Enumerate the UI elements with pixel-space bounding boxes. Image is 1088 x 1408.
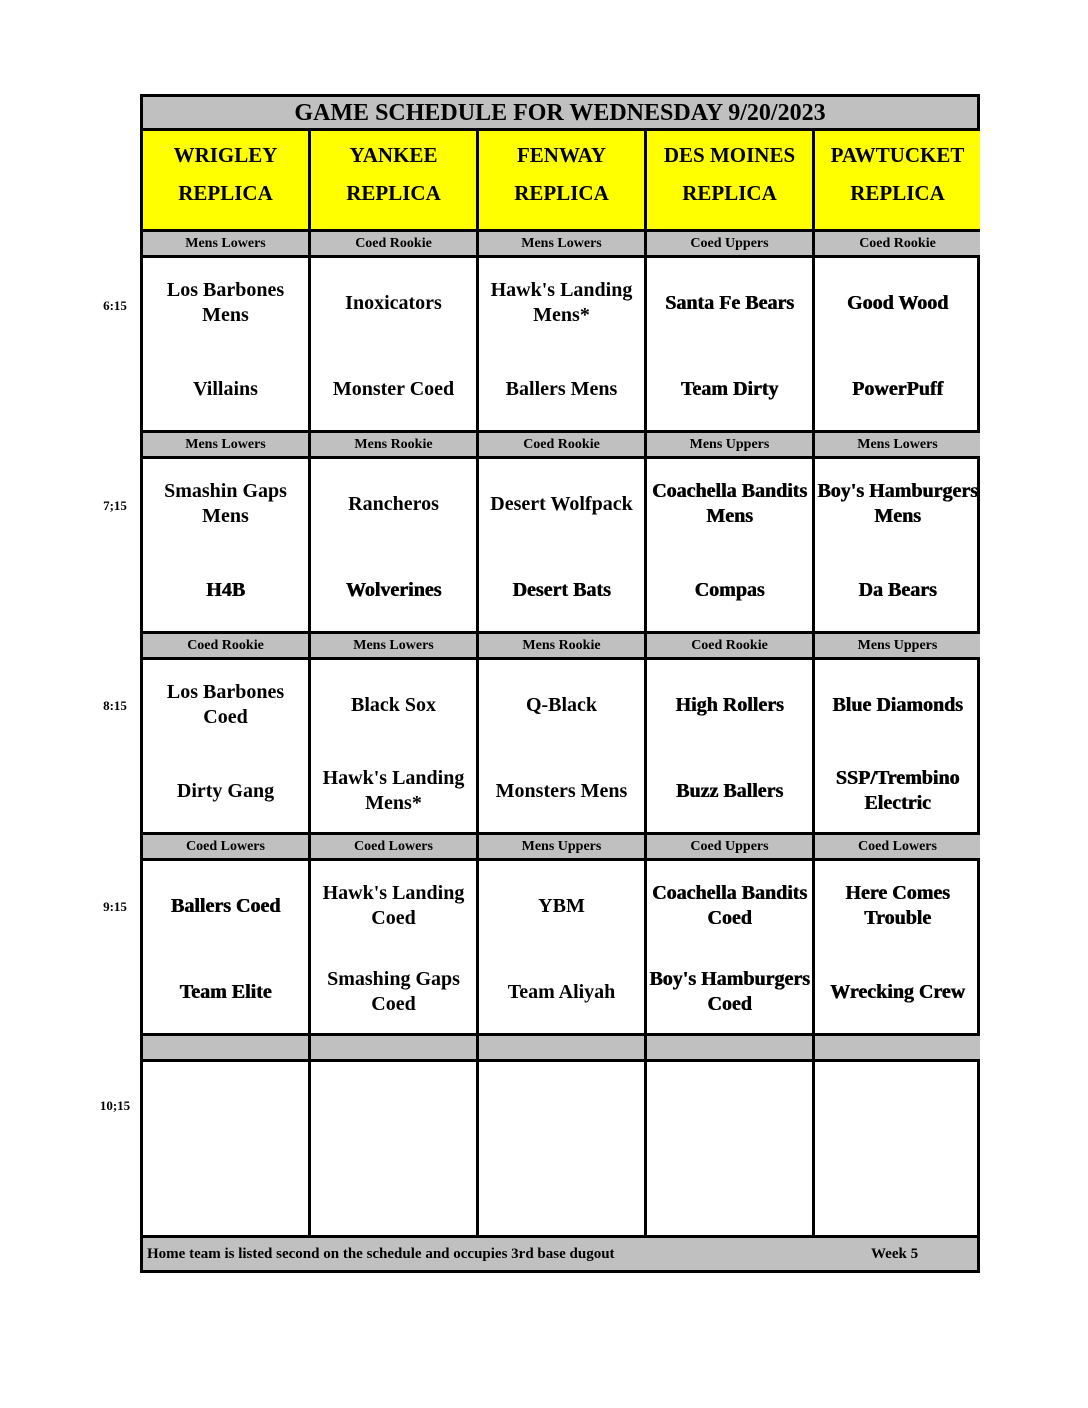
division-label: Mens Rookie — [479, 634, 644, 660]
row-divider — [311, 832, 476, 835]
field-name: FENWAY — [516, 143, 607, 167]
field-column — [479, 131, 647, 1235]
division-label — [479, 1036, 644, 1062]
time-slot-label: 10;15 — [99, 1098, 131, 1113]
away-team: Coachella Bandits Coed — [651, 882, 808, 929]
division-label: Mens Lowers — [479, 232, 644, 258]
field-column — [647, 131, 815, 1235]
time-slot-label: 7;15 — [103, 498, 127, 513]
division-label: Coed Rookie — [647, 634, 812, 660]
division-label: Mens Uppers — [647, 433, 812, 459]
row-divider — [143, 1033, 308, 1036]
row-divider — [647, 832, 812, 835]
field-name: DES MOINES — [663, 143, 796, 167]
away-team: Inoxicators — [345, 291, 442, 314]
division-label: Coed Rookie — [311, 232, 476, 258]
home-team: Monsters Mens — [495, 779, 628, 802]
home-team: Team Dirty — [680, 377, 779, 400]
home-team: H4B — [206, 578, 245, 601]
home-team: Monster Coed — [332, 377, 455, 400]
home-team: Ballers Mens — [505, 377, 618, 400]
row-divider — [311, 631, 476, 634]
week-label: Week 5 — [871, 1246, 919, 1262]
away-team — [481, 1064, 642, 1150]
home-team: Dirty Gang — [176, 779, 275, 802]
division-label: Coed Rookie — [479, 433, 644, 459]
field-name: YANKEE — [349, 143, 438, 167]
home-team: Compas — [694, 578, 765, 601]
row-divider — [311, 1033, 476, 1036]
division-label: Coed Rookie — [815, 232, 980, 258]
away-team: Boy's Hamburgers Mens — [817, 480, 978, 527]
home-team: Team Aliyah — [507, 980, 616, 1003]
home-team: Buzz Ballers — [675, 779, 784, 802]
field-column — [815, 131, 980, 1235]
away-team: Q-Black — [525, 693, 598, 716]
division-label: Mens Rookie — [311, 433, 476, 459]
time-slot-label: 9:15 — [103, 899, 127, 914]
division-label: Coed Lowers — [143, 835, 308, 861]
home-team: Boy's Hamburgers Coed — [649, 968, 810, 1015]
home-team: Villains — [193, 377, 258, 400]
row-divider — [479, 832, 644, 835]
division-label — [647, 1036, 812, 1062]
field-type: REPLICA — [850, 181, 945, 205]
row-divider — [143, 430, 308, 433]
row-divider — [815, 1033, 980, 1036]
away-team: Good Wood — [846, 291, 949, 314]
division-label — [311, 1036, 476, 1062]
schedule-title: GAME SCHEDULE FOR WEDNESDAY 9/20/2023 — [143, 97, 977, 131]
home-team — [817, 1150, 978, 1236]
field-type: REPLICA — [682, 181, 777, 205]
row-divider — [479, 1033, 644, 1036]
row-divider — [479, 430, 644, 433]
field-type: REPLICA — [346, 181, 441, 205]
away-team: Los Barbones Mens — [166, 279, 285, 326]
home-team: Wrecking Crew — [830, 980, 965, 1003]
away-team: Hawk's Landing Mens* — [490, 279, 633, 326]
home-team — [313, 1150, 474, 1236]
away-team: Desert Wolfpack — [490, 492, 633, 515]
away-team: Blue Diamonds — [832, 693, 963, 716]
home-team — [481, 1150, 642, 1236]
home-team: PowerPuff — [851, 377, 944, 400]
home-team: Smashing Gaps Coed — [327, 968, 460, 1015]
row-divider — [143, 631, 308, 634]
schedule-sheet — [140, 94, 980, 1273]
away-team: Here Comes Trouble — [845, 882, 950, 929]
home-team: Desert Bats — [512, 578, 611, 601]
home-team: Team Elite — [179, 980, 272, 1003]
row-divider — [815, 832, 980, 835]
footer-bar — [143, 1235, 977, 1270]
field-column — [143, 131, 311, 1235]
away-team: Hawk's Landing Coed — [322, 882, 465, 929]
field-name: WRIGLEY — [173, 143, 278, 167]
away-team: Los Barbones Coed — [166, 681, 285, 728]
field-type: REPLICA — [514, 181, 609, 205]
field-header — [479, 131, 644, 232]
away-team: High Rollers — [675, 693, 784, 716]
footer-note: Home team is listed second on the schedule and occupies 3rd base dugout — [147, 1246, 615, 1262]
away-team: Black Sox — [350, 693, 437, 716]
division-label: Mens Lowers — [143, 232, 308, 258]
field-header — [311, 131, 476, 232]
division-label: Coed Lowers — [815, 835, 980, 861]
division-label: Mens Uppers — [479, 835, 644, 861]
away-team: YBM — [538, 894, 585, 917]
home-team: SSP/Trembino Electric — [835, 767, 960, 814]
away-team: Santa Fe Bears — [665, 291, 794, 314]
division-label: Mens Lowers — [311, 634, 476, 660]
away-team — [145, 1064, 306, 1150]
field-header — [143, 131, 308, 232]
field-name: PAWTUCKET — [830, 143, 965, 167]
row-divider — [815, 631, 980, 634]
away-team — [649, 1064, 810, 1150]
division-label: Mens Lowers — [143, 433, 308, 459]
row-divider — [647, 1033, 812, 1036]
time-slot-label: 6:15 — [103, 298, 127, 313]
row-divider — [479, 631, 644, 634]
division-label: Coed Rookie — [143, 634, 308, 660]
away-team — [313, 1064, 474, 1150]
home-team — [145, 1150, 306, 1236]
field-column — [311, 131, 479, 1235]
division-label — [815, 1036, 980, 1062]
home-team: Da Bears — [858, 578, 937, 601]
away-team: Rancheros — [348, 492, 439, 515]
division-label: Mens Lowers — [815, 433, 980, 459]
home-team — [649, 1150, 810, 1236]
division-label: Mens Uppers — [815, 634, 980, 660]
away-team: Smashin Gaps Mens — [164, 480, 287, 527]
field-type: REPLICA — [178, 181, 273, 205]
row-divider — [311, 430, 476, 433]
division-label: Coed Uppers — [647, 835, 812, 861]
home-team: Wolverines — [345, 578, 442, 601]
away-team: Ballers Coed — [170, 894, 281, 917]
division-label: Coed Uppers — [647, 232, 812, 258]
home-team: Hawk's Landing Mens* — [322, 767, 465, 814]
away-team — [817, 1064, 978, 1150]
field-header — [815, 131, 980, 232]
row-divider — [815, 430, 980, 433]
row-divider — [647, 631, 812, 634]
division-label — [143, 1036, 308, 1062]
division-label: Coed Lowers — [311, 835, 476, 861]
row-divider — [647, 430, 812, 433]
field-header — [647, 131, 812, 232]
time-slot-label: 8:15 — [103, 698, 127, 713]
away-team: Coachella Bandits Mens — [651, 480, 808, 527]
row-divider — [143, 832, 308, 835]
